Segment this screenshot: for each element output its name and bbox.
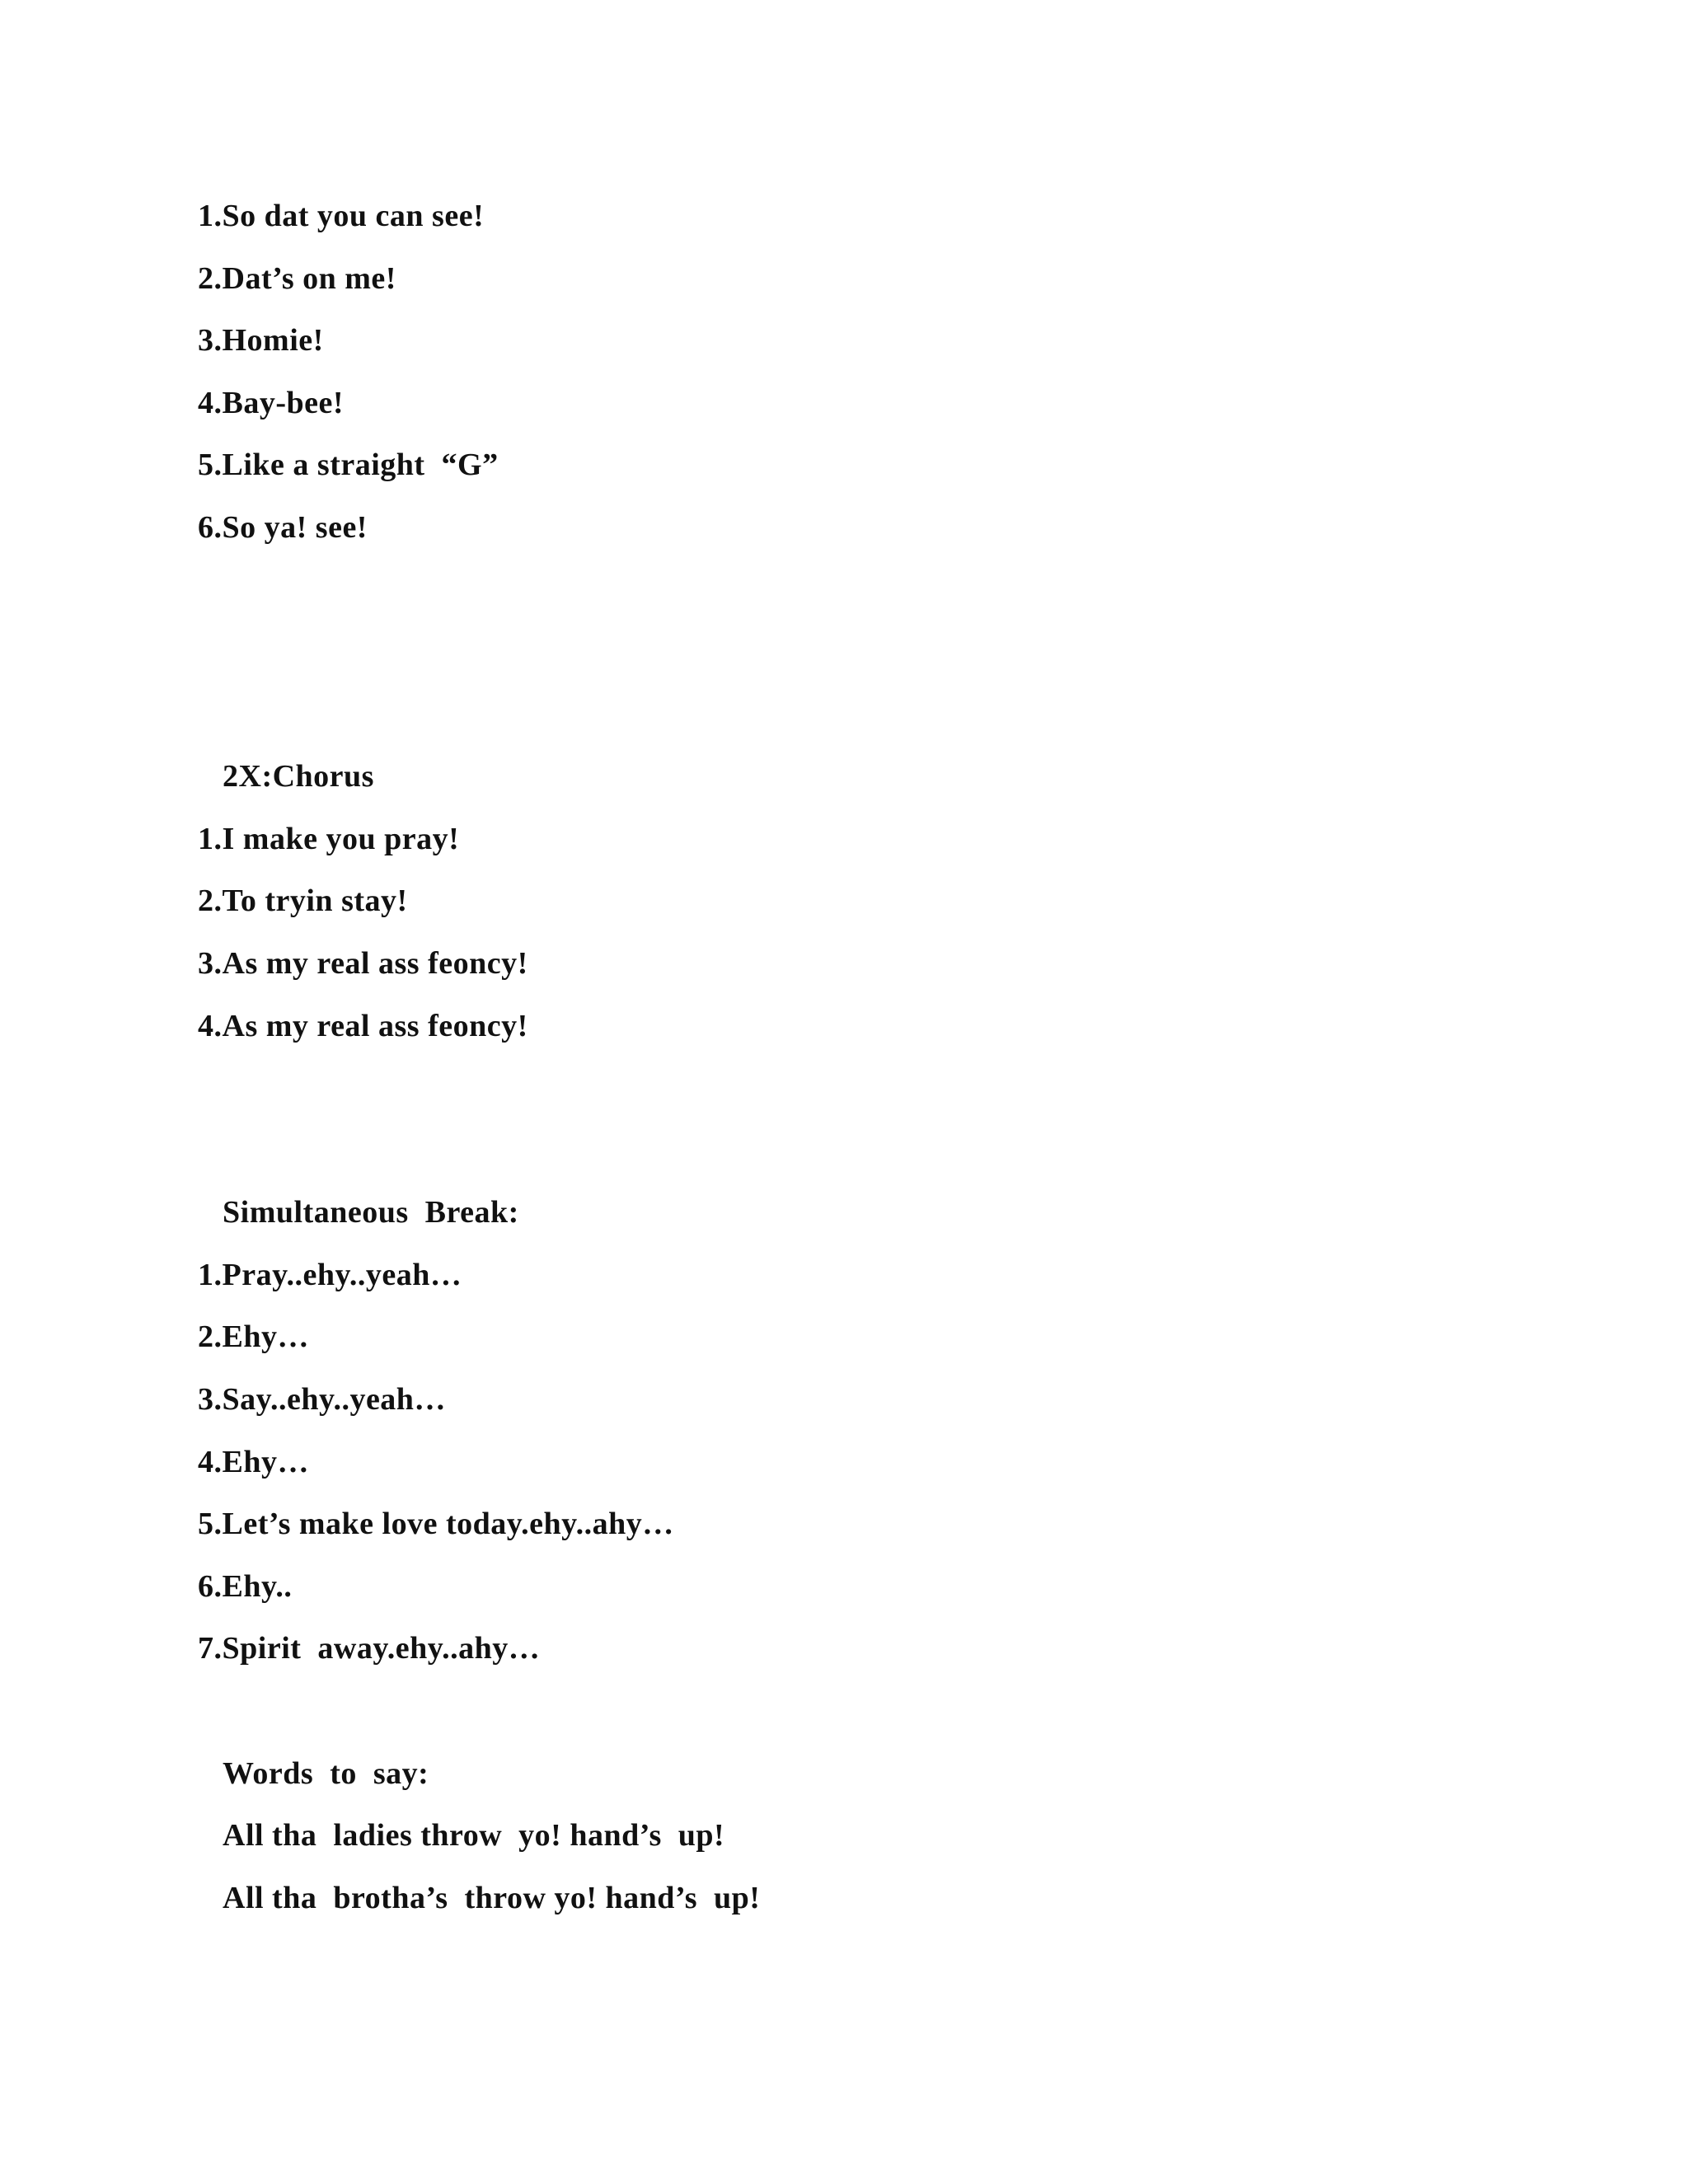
lyric-line: 6.So ya! see! [198, 510, 368, 545]
chorus-heading: 2X:Chorus [223, 759, 374, 794]
lyric-line: 1.So dat you can see! [198, 199, 485, 233]
words-heading: Words to say: [223, 1756, 429, 1791]
lyric-line: 3.As my real ass feoncy! [198, 946, 528, 981]
lyric-line: 7.Spirit away.ehy..ahy… [198, 1631, 541, 1666]
lyric-line: 2.Ehy… [198, 1319, 309, 1354]
lyric-line: 2.To tryin stay! [198, 883, 408, 918]
break-heading: Simultaneous Break: [223, 1195, 519, 1230]
lyric-line: 1.Pray..ehy..yeah… [198, 1258, 462, 1292]
lyric-line: All tha brotha’s throw yo! hand’s up! [223, 1881, 761, 1915]
lyric-line: 1.I make you pray! [198, 822, 460, 856]
lyric-line: 3.Say..ehy..yeah… [198, 1382, 446, 1417]
lyric-line: 2.Dat’s on me! [198, 261, 396, 296]
lyric-line: 6.Ehy.. [198, 1569, 293, 1604]
lyric-line: 5.Like a straight “G” [198, 448, 499, 482]
lyric-line: 5.Let’s make love today.ehy..ahy… [198, 1507, 674, 1541]
lyric-line: 4.Ehy… [198, 1445, 309, 1479]
lyric-line: All tha ladies throw yo! hand’s up! [223, 1818, 725, 1853]
lyric-line: 4.Bay-bee! [198, 386, 345, 420]
lyric-line: 4.As my real ass feoncy! [198, 1009, 528, 1043]
lyric-line: 3.Homie! [198, 323, 324, 358]
